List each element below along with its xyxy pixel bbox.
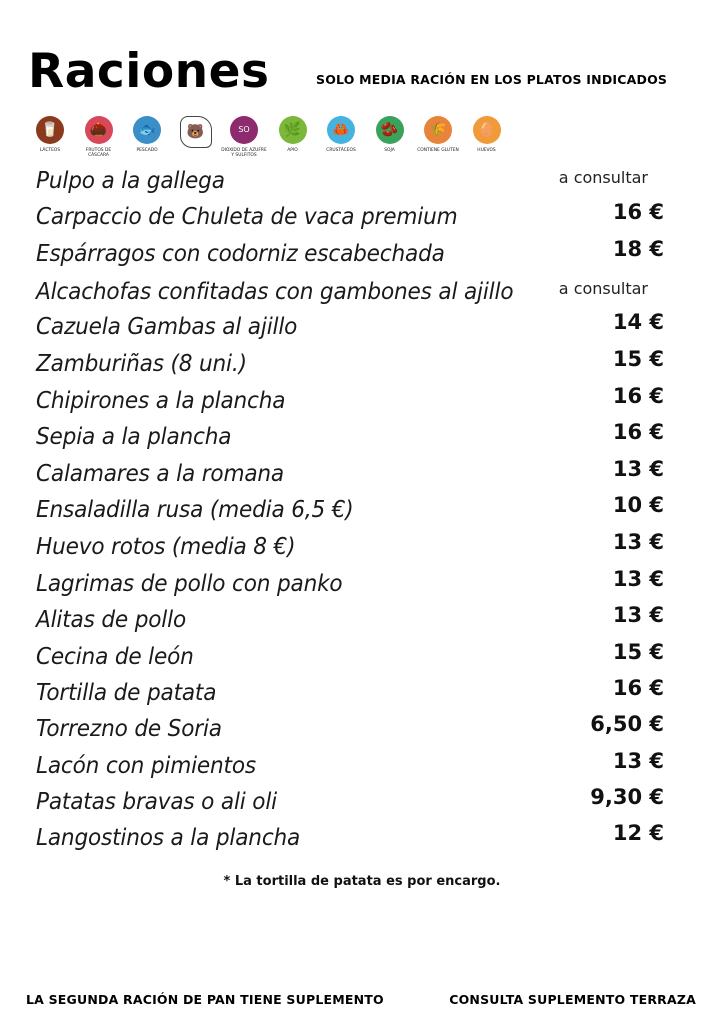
allergen-label: HUEVOS	[477, 148, 496, 153]
allergen-label: CRUSTÁCEOS	[326, 148, 356, 153]
dish-name: Zamburiñas (8 uni.)	[36, 349, 247, 377]
menu-item	[36, 459, 676, 495]
dish-name: Huevo rotos (media 8 €)	[36, 532, 296, 560]
dish-name: Langostinos a la plancha	[36, 823, 301, 851]
dish-price: 13 €	[612, 567, 664, 591]
dish-name: Lagrimas de pollo con panko	[36, 569, 343, 597]
menu-item	[36, 714, 676, 750]
allergen-label: CONTIENE GLUTEN	[417, 148, 459, 153]
page-title: Raciones	[28, 44, 270, 99]
dish-price: a consultar	[558, 168, 648, 187]
menu-item	[36, 277, 676, 313]
menu-item	[36, 569, 676, 605]
dish-name: Chipirones a la plancha	[36, 386, 286, 414]
menu-item	[36, 495, 676, 531]
menu-item	[36, 605, 676, 641]
dish-price: 16 €	[612, 384, 664, 408]
dish-name: Patatas bravas o ali oli	[36, 787, 277, 815]
celery-icon: 🌿	[279, 116, 307, 144]
allergen-soy	[367, 116, 413, 153]
allergen-label: APIO	[287, 148, 298, 153]
dish-name: Lacón con pimientos	[36, 751, 256, 779]
nut-icon: 🌰	[85, 116, 113, 144]
allergen-label: DIÓXIDO DE AZUFRE Y SULFITOS	[221, 148, 267, 158]
menu-item	[36, 386, 676, 422]
menu-item	[36, 787, 676, 823]
allergen-label: FRUTOS DE CÁSCARA	[85, 148, 112, 158]
allergen-legend	[36, 116, 508, 162]
dish-name: Sepia a la plancha	[36, 422, 232, 450]
allergen-celery	[270, 116, 316, 153]
menu-item	[36, 312, 676, 348]
dish-price: 18 €	[612, 237, 664, 261]
terrace-supplement-notice: CONSULTA SUPLEMENTO TERRAZA	[449, 992, 696, 1007]
allergen-fish	[124, 116, 170, 153]
dish-price: 14 €	[612, 310, 664, 334]
allergen-sulphite	[221, 116, 267, 158]
allergen-crab	[318, 116, 364, 153]
menu-item	[36, 823, 676, 859]
menu-item	[36, 166, 676, 202]
dish-name: Tortilla de patata	[36, 678, 217, 706]
menu-item	[36, 532, 676, 568]
fish-icon: 🐟	[133, 116, 161, 144]
dish-price: 13 €	[612, 749, 664, 773]
dish-name: Torrezno de Soria	[36, 714, 222, 742]
dish-price: 13 €	[612, 603, 664, 627]
allergen-label: SOJA	[384, 148, 395, 153]
wheat-icon: 🌾	[424, 116, 452, 144]
dish-name: Cazuela Gambas al ajillo	[36, 312, 298, 340]
menu-item	[36, 751, 676, 787]
soy-icon: 🫘	[376, 116, 404, 144]
sulphite-icon: SO	[230, 116, 258, 144]
dish-price: 13 €	[612, 530, 664, 554]
menu-item	[36, 642, 676, 678]
dish-price: 9,30 €	[590, 785, 664, 809]
dish-name: Alitas de pollo	[36, 605, 187, 633]
dish-name: Cecina de león	[36, 642, 194, 670]
menu-item	[36, 202, 676, 238]
dish-name: Pulpo a la gallega	[36, 166, 225, 194]
dish-price: 16 €	[612, 676, 664, 700]
allergen-bear	[173, 116, 219, 152]
milk-jug-icon: 🥛	[36, 116, 64, 144]
dish-price: 12 €	[612, 821, 664, 845]
footnote: * La tortilla de patata es por encargo.	[223, 874, 501, 889]
dish-price: 15 €	[612, 347, 664, 371]
dish-name: Carpaccio de Chuleta de vaca premium	[36, 202, 458, 230]
dish-name: Espárragos con codorniz escabechada	[36, 239, 445, 267]
allergen-milk-jug	[27, 116, 73, 153]
dish-name: Ensaladilla rusa (media 6,5 €)	[36, 495, 354, 523]
allergen-egg	[464, 116, 510, 153]
egg-icon: 🥚	[473, 116, 501, 144]
dish-price: 6,50 €	[590, 712, 664, 736]
allergen-label: PESCADO	[136, 148, 158, 153]
half-portion-notice: SOLO MEDIA RACIÓN EN LOS PLATOS INDICADOS	[316, 72, 668, 87]
allergen-wheat	[415, 116, 461, 153]
dish-price: 16 €	[612, 420, 664, 444]
menu-item	[36, 422, 676, 458]
menu-item	[36, 678, 676, 714]
allergen-nut	[76, 116, 122, 158]
allergen-label: LÁCTEOS	[39, 148, 61, 153]
bread-supplement-notice: LA SEGUNDA RACIÓN DE PAN TIENE SUPLEMENTO	[26, 992, 384, 1007]
bear-icon: 🐻	[180, 116, 212, 148]
dish-name: Alcachofas confitadas con gambones al ajillo	[36, 277, 514, 305]
menu-item	[36, 239, 676, 275]
crab-icon: 🦀	[327, 116, 355, 144]
dish-price: 13 €	[612, 457, 664, 481]
dish-name: Calamares a la romana	[36, 459, 284, 487]
dish-price: 15 €	[612, 640, 664, 664]
dish-price: a consultar	[558, 279, 648, 298]
dish-price: 16 €	[612, 200, 664, 224]
dish-price: 10 €	[612, 493, 664, 517]
menu-item	[36, 349, 676, 385]
